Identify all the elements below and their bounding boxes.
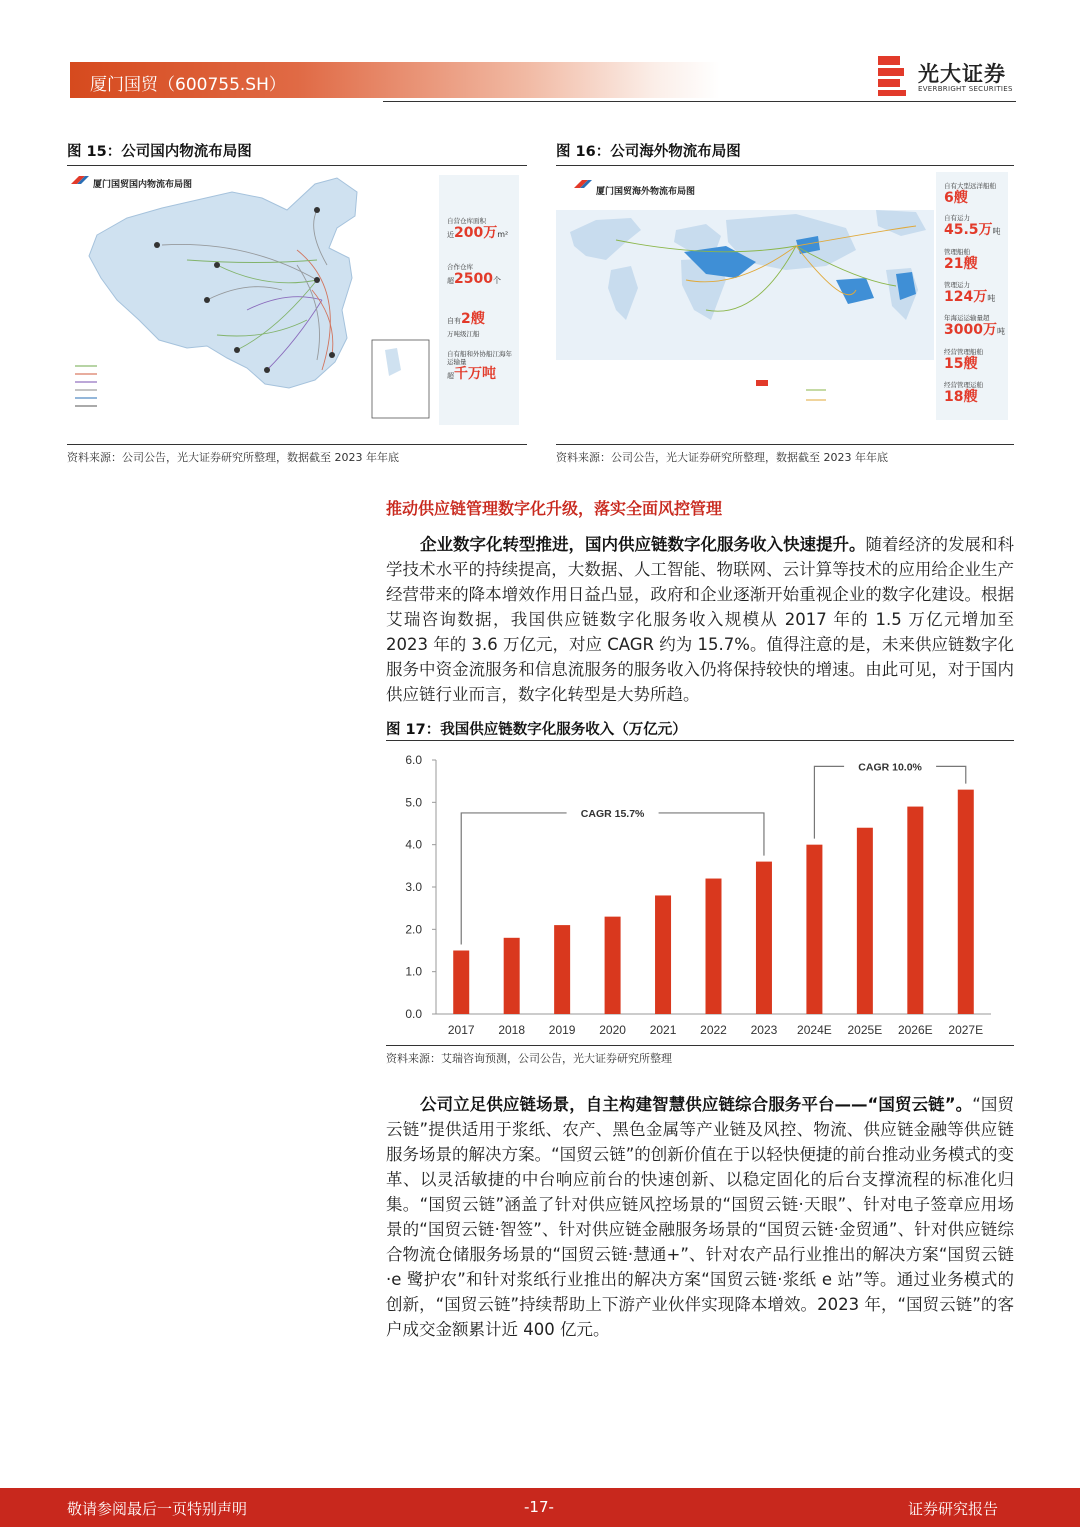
- y-tick-label: 4.0: [405, 837, 422, 852]
- x-tick-label: 2017: [447, 1023, 475, 1037]
- stat-item: 自有船和外协船江海年运输量 超千万吨: [447, 350, 512, 382]
- paragraph-2-lead: 公司立足供应链场景，自主构建智慧供应链综合服务平台——“国贸云链”。: [420, 1095, 973, 1114]
- stat-item: 自营仓库面积 近200万m²: [447, 217, 509, 241]
- paragraph-2-text: “国贸云链”提供适用于浆纸、农产、黑色金属等产业链及风控、物流、供应链金融等供应链服务场景的解决方案。“国贸云链”的创新价值在于以轻快便捷的前台推动业务模式的变革、以灵活敏捷的中台响应前台的快速创新、以稳定固化的后台支撑流程的标准化归集。“国贸云链”涵盖了针对供应链风控场景的“国贸云链·天眼”、针对电子签章应用场景的“国贸云链·智签”、针对供应链金融服务场景的“国贸云链·金贸通”、针对供应链综合物流仓储服务场景的“国贸云链·慧通+”、针对农产品行业推出的解决方案“国贸云链·e 鹭护农”和针对浆纸行业推出的解决方案“国贸云链·浆纸 e 站”等。通过业务模式的创新，“国贸云链”持续帮助上下游产业伙伴实现降本增效。2023 年，“国贸云链”的客户成交金额累计近 400 亿元。: [386, 1095, 1014, 1339]
- cagr-label: CAGR 10.0%: [858, 761, 922, 774]
- logo-en: EVERBRIGHT SECURITIES: [918, 85, 1013, 93]
- fig15-map-panel: [67, 170, 520, 425]
- footer-disclaimer: 敬请参阅最后一页特别声明: [67, 1500, 248, 1518]
- bar-2022: [706, 879, 722, 1014]
- x-tick-label: 2027E: [948, 1023, 984, 1037]
- footer-report-type: 证券研究报告: [908, 1500, 999, 1518]
- fig16-map-panel: [556, 170, 1008, 420]
- bar-2020: [605, 917, 621, 1014]
- paragraph-1: [386, 532, 1014, 707]
- fig15-stats: [439, 175, 519, 425]
- y-tick-label: 5.0: [405, 795, 422, 810]
- x-tick-label: 2021: [649, 1023, 677, 1037]
- fig16-stats: [936, 172, 1008, 420]
- bar-2025E: [857, 828, 873, 1014]
- x-tick-label: 2022: [700, 1023, 727, 1037]
- header-rule: [383, 101, 1016, 102]
- fig16-rule: [556, 165, 1014, 166]
- section-heading: 推动供应链管理数字化升级，落实全面风控管理: [386, 499, 723, 518]
- cagr-bracket: [659, 813, 764, 856]
- fig17-title: 图 17：我国供应链数字化服务收入（万亿元）: [386, 722, 687, 738]
- report-title: 厦门国贸（600755.SH）: [90, 75, 286, 95]
- stat-item: 自有大型远洋船舶 6艘: [944, 182, 996, 206]
- stat-item: 自有2艘 万吨级江船: [447, 311, 485, 338]
- paragraph-1-lead: 企业数字化转型推进，国内供应链数字化服务收入快速提升。: [420, 535, 866, 554]
- x-tick-label: 2025E: [847, 1023, 883, 1037]
- bar-2018: [504, 938, 520, 1014]
- cagr-bracket: [461, 813, 566, 945]
- everbright-logo: [878, 56, 1018, 98]
- stat-item: 管理船舶 21艘: [944, 248, 978, 272]
- stat-item: 经营管理船舶 15艘: [944, 348, 983, 372]
- x-tick-label: 2020: [599, 1023, 626, 1037]
- stat-item: 年海运运输量超 3000万吨: [944, 314, 1005, 338]
- bar-2027E: [958, 790, 974, 1014]
- fig17-bottom-rule: [386, 1045, 1014, 1046]
- y-tick-label: 0.0: [405, 1007, 422, 1021]
- everbright-logo-icon: [878, 56, 906, 96]
- fig17-rule: [386, 740, 1014, 741]
- paragraph-1-text: 随着经济的发展和科学技术水平的持续提高，大数据、人工智能、物联网、云计算等技术的应用给企业生产经营带来的降本增效作用日益凸显，政府和企业逐渐开始重视企业的数字化建设。根据艾瑞咨询数据，我国供应链数字化服务收入规模从 2017 年的 1.5 万亿元增加至 2023 年的 3.6 万亿元，对应 CAGR 约为 15.7%。值得注意的是，未来供应链数字化服务中资金流服务和信息流服务的服务收入仍将保持较快的增速。由此可见，对于国内供应链行业而言，数字化转型是大势所趋。: [386, 535, 1014, 704]
- footer-band: [0, 1488, 1080, 1527]
- bar-2023: [756, 862, 772, 1014]
- page-number: -17-: [524, 1498, 554, 1516]
- fig15-source: 资料来源：公司公告，光大证券研究所整理，数据截至 2023 年年底: [67, 451, 399, 464]
- logo-cn: 光大证券: [918, 62, 1006, 86]
- x-tick-label: 2018: [498, 1023, 526, 1037]
- stat-item: 合作仓库 超2500个: [447, 263, 501, 287]
- fig15-title: 图 15：公司国内物流布局图: [67, 144, 252, 160]
- x-tick-label: 2024E: [797, 1023, 832, 1037]
- y-tick-label: 1.0: [405, 964, 422, 979]
- bar-2026E: [907, 807, 923, 1014]
- cagr-bracket: [814, 766, 844, 838]
- fig17-source: 资料来源：艾瑞咨询预测，公司公告，光大证券研究所整理: [386, 1052, 672, 1065]
- cagr-label: CAGR 15.7%: [580, 807, 645, 820]
- fig17-bar-chart: [386, 742, 1014, 1042]
- bar-2021: [655, 895, 671, 1014]
- fig16-source: 资料来源：公司公告，光大证券研究所整理，数据截至 2023 年年底: [556, 451, 888, 464]
- cagr-bracket: [936, 766, 966, 783]
- bar-2017: [453, 951, 469, 1015]
- fig15-bottom-rule: [67, 444, 527, 445]
- x-tick-label: 2023: [750, 1023, 778, 1037]
- paragraph-2: [386, 1092, 1014, 1342]
- y-tick-label: 2.0: [405, 922, 422, 937]
- fig16-title: 图 16：公司海外物流布局图: [556, 144, 741, 160]
- y-tick-label: 6.0: [405, 753, 422, 767]
- bar-2019: [554, 925, 570, 1014]
- fig16-panel-title: 厦门国贸海外物流布局图: [596, 187, 696, 197]
- bar-2024E: [806, 845, 822, 1014]
- y-tick-label: 3.0: [405, 880, 422, 894]
- fig15-rule: [67, 165, 527, 166]
- fig15-panel-title: 厦门国贸国内物流布局图: [93, 180, 193, 190]
- stat-item: 经营管理运舶 18艘: [944, 381, 983, 405]
- x-tick-label: 2026E: [897, 1023, 933, 1037]
- x-tick-label: 2019: [548, 1023, 576, 1037]
- fig16-bottom-rule: [556, 444, 1014, 445]
- stat-item: 自有运力 45.5万吨: [944, 214, 1001, 238]
- stat-item: 管理运力 124万吨: [944, 281, 996, 305]
